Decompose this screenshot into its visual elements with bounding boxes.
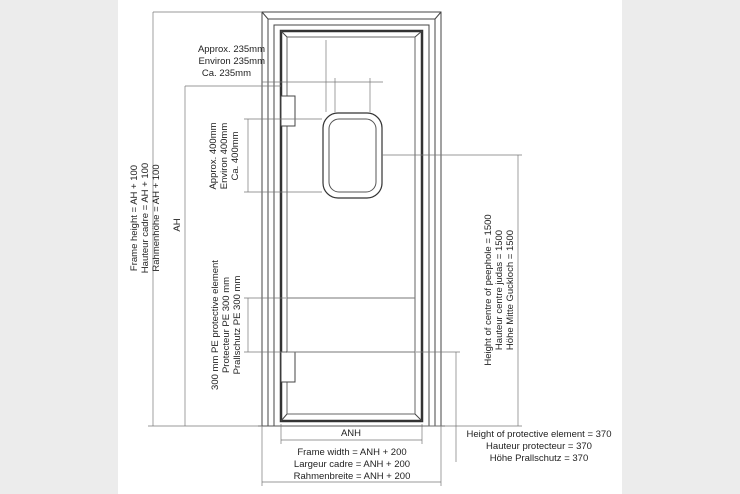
label-frame-height-de: Rahmenhöhe = AH + 100 (151, 164, 162, 272)
label-approx-400 (208, 122, 241, 189)
peephole-window-inner (329, 119, 376, 192)
label-ah-block (172, 218, 183, 231)
hinge-bottom (281, 352, 295, 382)
label-peephole-height-de: Höhe Mitte Guckloch = 1500 (505, 229, 516, 351)
label-approx-400-fr: Environ 400mm (219, 122, 230, 190)
label-pe-300-fr: Protecteur PE 300 mm (221, 276, 232, 374)
label-approx-400-de: Ca. 400mm (230, 131, 241, 181)
label-protective-height-de: Höhe Prallschutz = 370 (489, 453, 589, 464)
label-pe-300 (210, 260, 243, 390)
label-frame-width-fr: Largeur cadre = ANH + 200 (293, 459, 411, 470)
label-frame-height (129, 163, 162, 273)
label-frame-width (294, 447, 411, 482)
dimension-lines (148, 12, 522, 486)
label-approx-235-en: Approx. 235mm (197, 44, 265, 55)
label-frame-height-fr: Hauteur cadre = AH + 100 (140, 162, 151, 274)
frame-rebate (274, 25, 429, 426)
label-protective-height-en: Height of protective element = 370 (466, 429, 612, 440)
label-approx-235-fr: Environ 235mm (198, 56, 265, 67)
label-frame-width-en: Frame width = ANH + 200 (297, 447, 407, 458)
label-peephole-height (483, 214, 516, 365)
label-peephole-height-en: Height of centre of peephole = 1500 (483, 214, 494, 366)
label-approx-235 (198, 44, 265, 79)
label-frame-width-de: Rahmenbreite = ANH + 200 (293, 471, 411, 482)
label-protective-height (467, 429, 612, 464)
label-peephole-height-fr: Hauteur centre judas = 1500 (494, 229, 505, 351)
label-anh-block (341, 428, 361, 439)
peephole-window-outer (323, 113, 382, 198)
label-protective-height-fr: Hauteur protecteur = 370 (486, 441, 592, 452)
label-anh: ANH (340, 428, 362, 439)
label-approx-400-en: Approx. 400mm (208, 122, 219, 190)
door-panel-bevel (287, 37, 415, 414)
label-frame-height-en: Frame height = AH + 100 (129, 164, 140, 272)
door-leaf (281, 31, 422, 421)
label-pe-300-en: 300 mm PE protective element (210, 260, 221, 390)
label-ah: AH (172, 218, 183, 232)
label-pe-300-de: Prallschutz PE 300 mm (232, 275, 243, 375)
label-approx-235-de: Ca. 235mm (201, 68, 251, 79)
hinge-top (281, 96, 295, 126)
